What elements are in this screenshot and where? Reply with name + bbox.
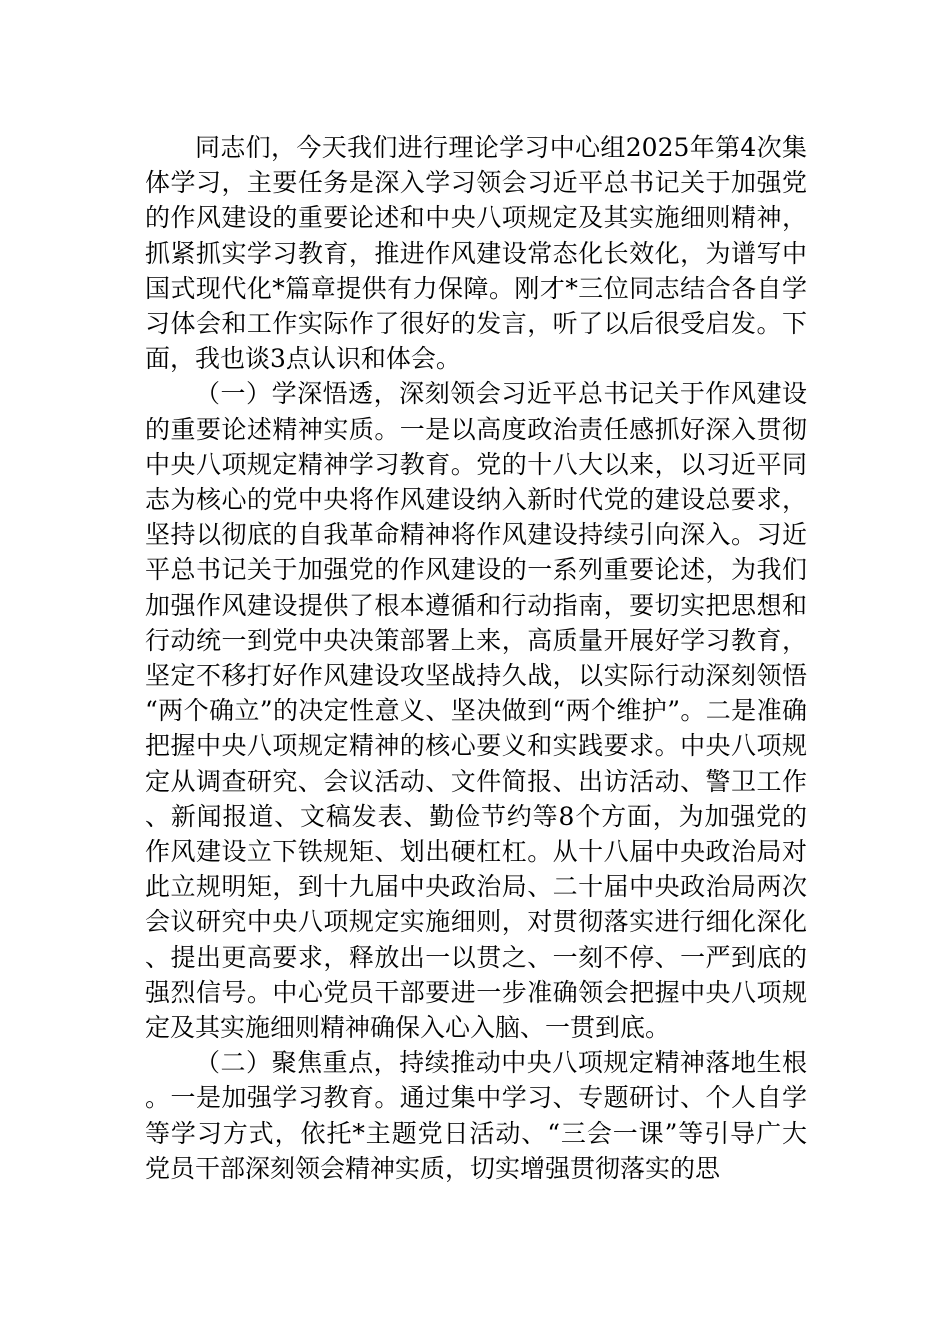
document-body bbox=[145, 130, 807, 1186]
paragraph-section-one: （一）学深悟透，深刻领会习近平总书记关于作风建设的重要论述精神实质。一是以高度政治责任感抓好深入贯彻中央八项规定精神学习教育。党的十八大以来，以习近平同志为核心的党中央将作风建设纳入新时代党的建设总要求，坚持以彻底的自我革命精神将作风建设持续引向深入。习近平总书记关于加强党的作风建设的一系列重要论述，为我们加强作风建设提供了根本遵循和行动指南，要切实把思想和行动统一到党中央决策部署上来，高质量开展好学习教育，坚定不移打好作风建设攻坚战持久战，以实际行动深刻领悟“两个确立”的决定性意义、坚决做到“两个维护”。二是准确把握中央八项规定精神的核心要义和实践要求。中央八项规定从调查研究、会议活动、文件简报、出访活动、警卫工作、新闻报道、文稿发表、勤俭节约等8个方面，为加强党的作风建设立下铁规矩、划出硬杠杠。从十八届中央政治局对此立规明矩，到十九届中央政治局、二十届中央政治局两次会议研究中央八项规定实施细则，对贯彻落实进行细化深化、提出更高要求，释放出一以贯之、一刻不停、一严到底的强烈信号。中心党员干部要进一步准确领会把握中央八项规定及其实施细则精神确保入心入脑、一贯到底。 bbox=[145, 379, 807, 1043]
paragraph-intro: 同志们，今天我们进行理论学习中心组2025年第4次集体学习，主要任务是深入学习领会习近平总书记关于加强党的作风建设的重要论述和中央八项规定及其实施细则精神，抓紧抓实学习教育，推进作风建设常态化长效化，为谱写中国式现代化*篇章提供有力保障。刚才*三位同志结合各自学习体会和工作实际作了很好的发言，听了以后很受启发。下面，我也谈3点认识和体会。 bbox=[145, 133, 807, 374]
paragraph-section-two: （二）聚焦重点，持续推动中央八项规定精神落地生根。一是加强学习教育。通过集中学习、专题研讨、个人自学等学习方式，依托*主题党日活动、“三会一课”等引导广大党员干部深刻领会精神实质，切实增强贯彻落实的思 bbox=[145, 1048, 807, 1183]
